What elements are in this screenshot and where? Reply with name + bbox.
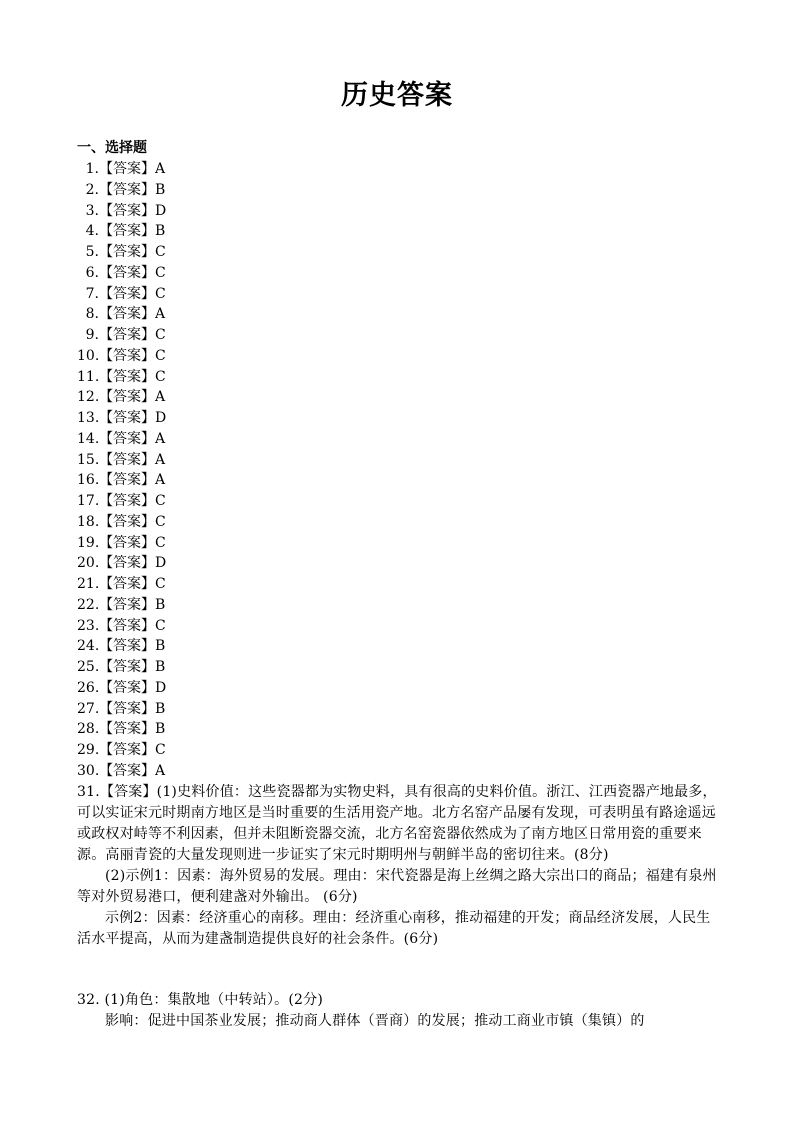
answer-tag: 【答案】: [99, 679, 155, 696]
answer-tag: 【答案】: [99, 762, 155, 779]
answer-row: [77, 180, 727, 201]
answer-tag: 【答案】: [99, 721, 155, 738]
answer-row: [77, 595, 727, 616]
answer-row: [77, 346, 727, 367]
answer-number: 16.: [77, 472, 100, 489]
answer-number: 13.: [77, 410, 100, 426]
answer-tag: 【答案】: [99, 285, 155, 302]
answer-row: [77, 408, 727, 429]
answer-number: 22.: [77, 596, 100, 613]
answer-row: [77, 533, 727, 554]
answer-tag: 【答案】: [99, 223, 155, 240]
answer-tag: 【答案】: [99, 389, 155, 406]
answer-tag: 【答案】: [99, 161, 155, 177]
answer-value: B: [155, 181, 166, 198]
answer-row: [77, 450, 727, 471]
answer-value: D: [155, 679, 167, 696]
answer-row: [77, 387, 727, 408]
answer-tag: 【答案】: [99, 493, 155, 509]
answer-value: C: [155, 347, 166, 364]
answer-tag: 【答案】: [99, 534, 155, 551]
answer-number: 7.: [85, 285, 99, 302]
answer-number: 1.: [85, 161, 99, 177]
answer-row: [77, 657, 727, 678]
answer-number: 17.: [77, 493, 100, 509]
answer-row: [77, 367, 727, 388]
answer-row: [77, 719, 727, 740]
answer-value: D: [155, 410, 167, 426]
answer-value: C: [155, 244, 166, 260]
answer-value: C: [155, 285, 166, 302]
answer-value: A: [155, 472, 166, 489]
answer-row: [77, 221, 727, 242]
answer-value: C: [155, 742, 166, 758]
answer-row: [77, 470, 727, 491]
answer-tag: 【答案】: [99, 596, 155, 613]
answer-number: 6.: [85, 264, 99, 281]
answer-value: B: [155, 659, 166, 675]
answer-number: 28.: [77, 721, 100, 738]
answer-number: 12.: [77, 389, 100, 406]
answer-row: [77, 159, 727, 180]
answer-value: A: [155, 389, 166, 406]
answer-number: 8.: [85, 306, 99, 323]
answer-number: 18.: [77, 513, 100, 530]
answer-value: D: [155, 202, 167, 219]
answer-value: A: [155, 762, 166, 779]
answer-tag: 【答案】: [99, 264, 155, 281]
answer-number: 10.: [77, 347, 100, 364]
answer-row: [77, 325, 727, 346]
answer-value: C: [155, 576, 166, 592]
answer-value: C: [155, 534, 166, 551]
answer-number: 19.: [77, 534, 100, 551]
answer-tag: 【答案】: [99, 617, 155, 634]
q32-impact: 影响：促进中国茶业发展；推动商人群体（晋商）的发展；推动工商业市镇（集镇）的: [105, 1013, 645, 1029]
page-title: 历史答案: [341, 80, 453, 111]
answer-tag: 【答案】: [99, 742, 155, 758]
answer-tag: 【答案】: [99, 638, 155, 655]
answer-row: [77, 678, 727, 699]
answer-number: 9.: [85, 327, 99, 343]
answer-row: [77, 201, 727, 222]
answer-tag: 【答案】: [99, 555, 155, 572]
answer-row: [77, 636, 727, 657]
answer-number: 21.: [77, 576, 100, 592]
answer-row: [77, 263, 727, 284]
answer-value: D: [155, 555, 167, 572]
answer-tag: 【答案】: [99, 513, 155, 530]
answer-value: C: [155, 617, 166, 634]
answer-value: A: [155, 451, 166, 468]
answer-value: C: [155, 513, 166, 530]
answer-number: 14.: [77, 430, 100, 447]
answer-number: 2.: [85, 181, 99, 198]
answer-value: A: [155, 306, 166, 323]
answer-row: [77, 616, 727, 637]
answer-value: C: [155, 264, 166, 281]
q32-part1: 32. (1)角色：集散地（中转站）。(2分): [77, 992, 323, 1008]
answer-tag: 【答案】: [99, 451, 155, 468]
answer-tag: 【答案】: [99, 306, 155, 323]
answer-value: B: [155, 700, 166, 717]
answer-number: 29.: [77, 742, 100, 758]
answer-value: B: [155, 721, 166, 738]
answer-tag: 【答案】: [99, 430, 155, 447]
answer-number: 30.: [77, 762, 100, 779]
answer-value: A: [155, 161, 166, 177]
question-31: [77, 782, 719, 950]
answer-tag: 【答案】: [99, 368, 155, 385]
answer-tag: 【答案】: [99, 327, 155, 343]
answer-number: 25.: [77, 659, 100, 675]
answer-row: [77, 284, 727, 305]
answer-tag: 【答案】: [99, 347, 155, 364]
answer-row: [77, 699, 727, 720]
answer-tag: 【答案】: [99, 244, 155, 260]
answer-row: [77, 740, 727, 761]
answer-number: 11.: [77, 368, 100, 385]
answer-tag: 【答案】: [99, 700, 155, 717]
answer-number: 3.: [85, 202, 99, 219]
answer-value: A: [155, 430, 166, 447]
answer-row: [77, 761, 727, 782]
answer-number: 20.: [77, 555, 100, 572]
answer-value: B: [155, 638, 166, 655]
answer-tag: 【答案】: [99, 202, 155, 219]
answer-row: [77, 429, 727, 450]
answer-number: 5.: [85, 244, 99, 260]
answer-value: C: [155, 368, 166, 385]
q31-part2-example2: 示例2：因素：经济重心的南移。理由：经济重心南移，推动福建的开发；商品经济发展，人民生活水平提高，从而为建盏制造提供良好的社会条件。(6分): [77, 910, 711, 947]
answer-row: [77, 242, 727, 263]
answer-row: [77, 491, 727, 512]
answer-tag: 【答案】: [99, 576, 155, 592]
answer-number: 27.: [77, 700, 100, 717]
answer-row: [77, 304, 727, 325]
answer-value: C: [155, 493, 166, 509]
answer-value: B: [155, 223, 166, 240]
answer-number: 23.: [77, 617, 100, 634]
q31-part1: 31.【答案】(1)史料价值：这些瓷器都为实物史料，具有很高的史料价值。浙江、江西瓷器产地最多，可以实证宋元时期南方地区是当时重要的生活用瓷产地。北方名窑产品屡有发现，可表明虽有路途遥远或政权对峙等不利因素，但并未阻断瓷器交流，北方名窑瓷器依然成为了南方地区日常用瓷的重要来源。高丽青瓷的大量发现则进一步证实了宋元时期明州与朝鲜半岛的密切往来。(8分): [77, 784, 717, 863]
answer-number: 4.: [85, 223, 99, 240]
answer-tag: 【答案】: [99, 659, 155, 675]
answer-tag: 【答案】: [99, 410, 155, 426]
answer-list: [77, 159, 727, 782]
answer-tag: 【答案】: [99, 181, 155, 198]
answer-row: [77, 512, 727, 533]
question-32: [77, 990, 719, 1032]
answer-row: [77, 553, 727, 574]
answer-number: 15.: [77, 451, 100, 468]
answer-value: C: [155, 327, 166, 343]
answer-row: [77, 574, 727, 595]
answer-number: 26.: [77, 679, 100, 696]
q31-part2: (2)示例1：因素：海外贸易的发展。理由：宋代瓷器是海上丝绸之路大宗出口的商品；福建有泉州等对外贸易港口，便利建盏对外输出。 (6分): [77, 868, 717, 905]
answer-tag: 【答案】: [99, 472, 155, 489]
answer-number: 24.: [77, 638, 100, 655]
answer-value: B: [155, 596, 166, 613]
section-heading: 一、选择题: [77, 140, 147, 156]
